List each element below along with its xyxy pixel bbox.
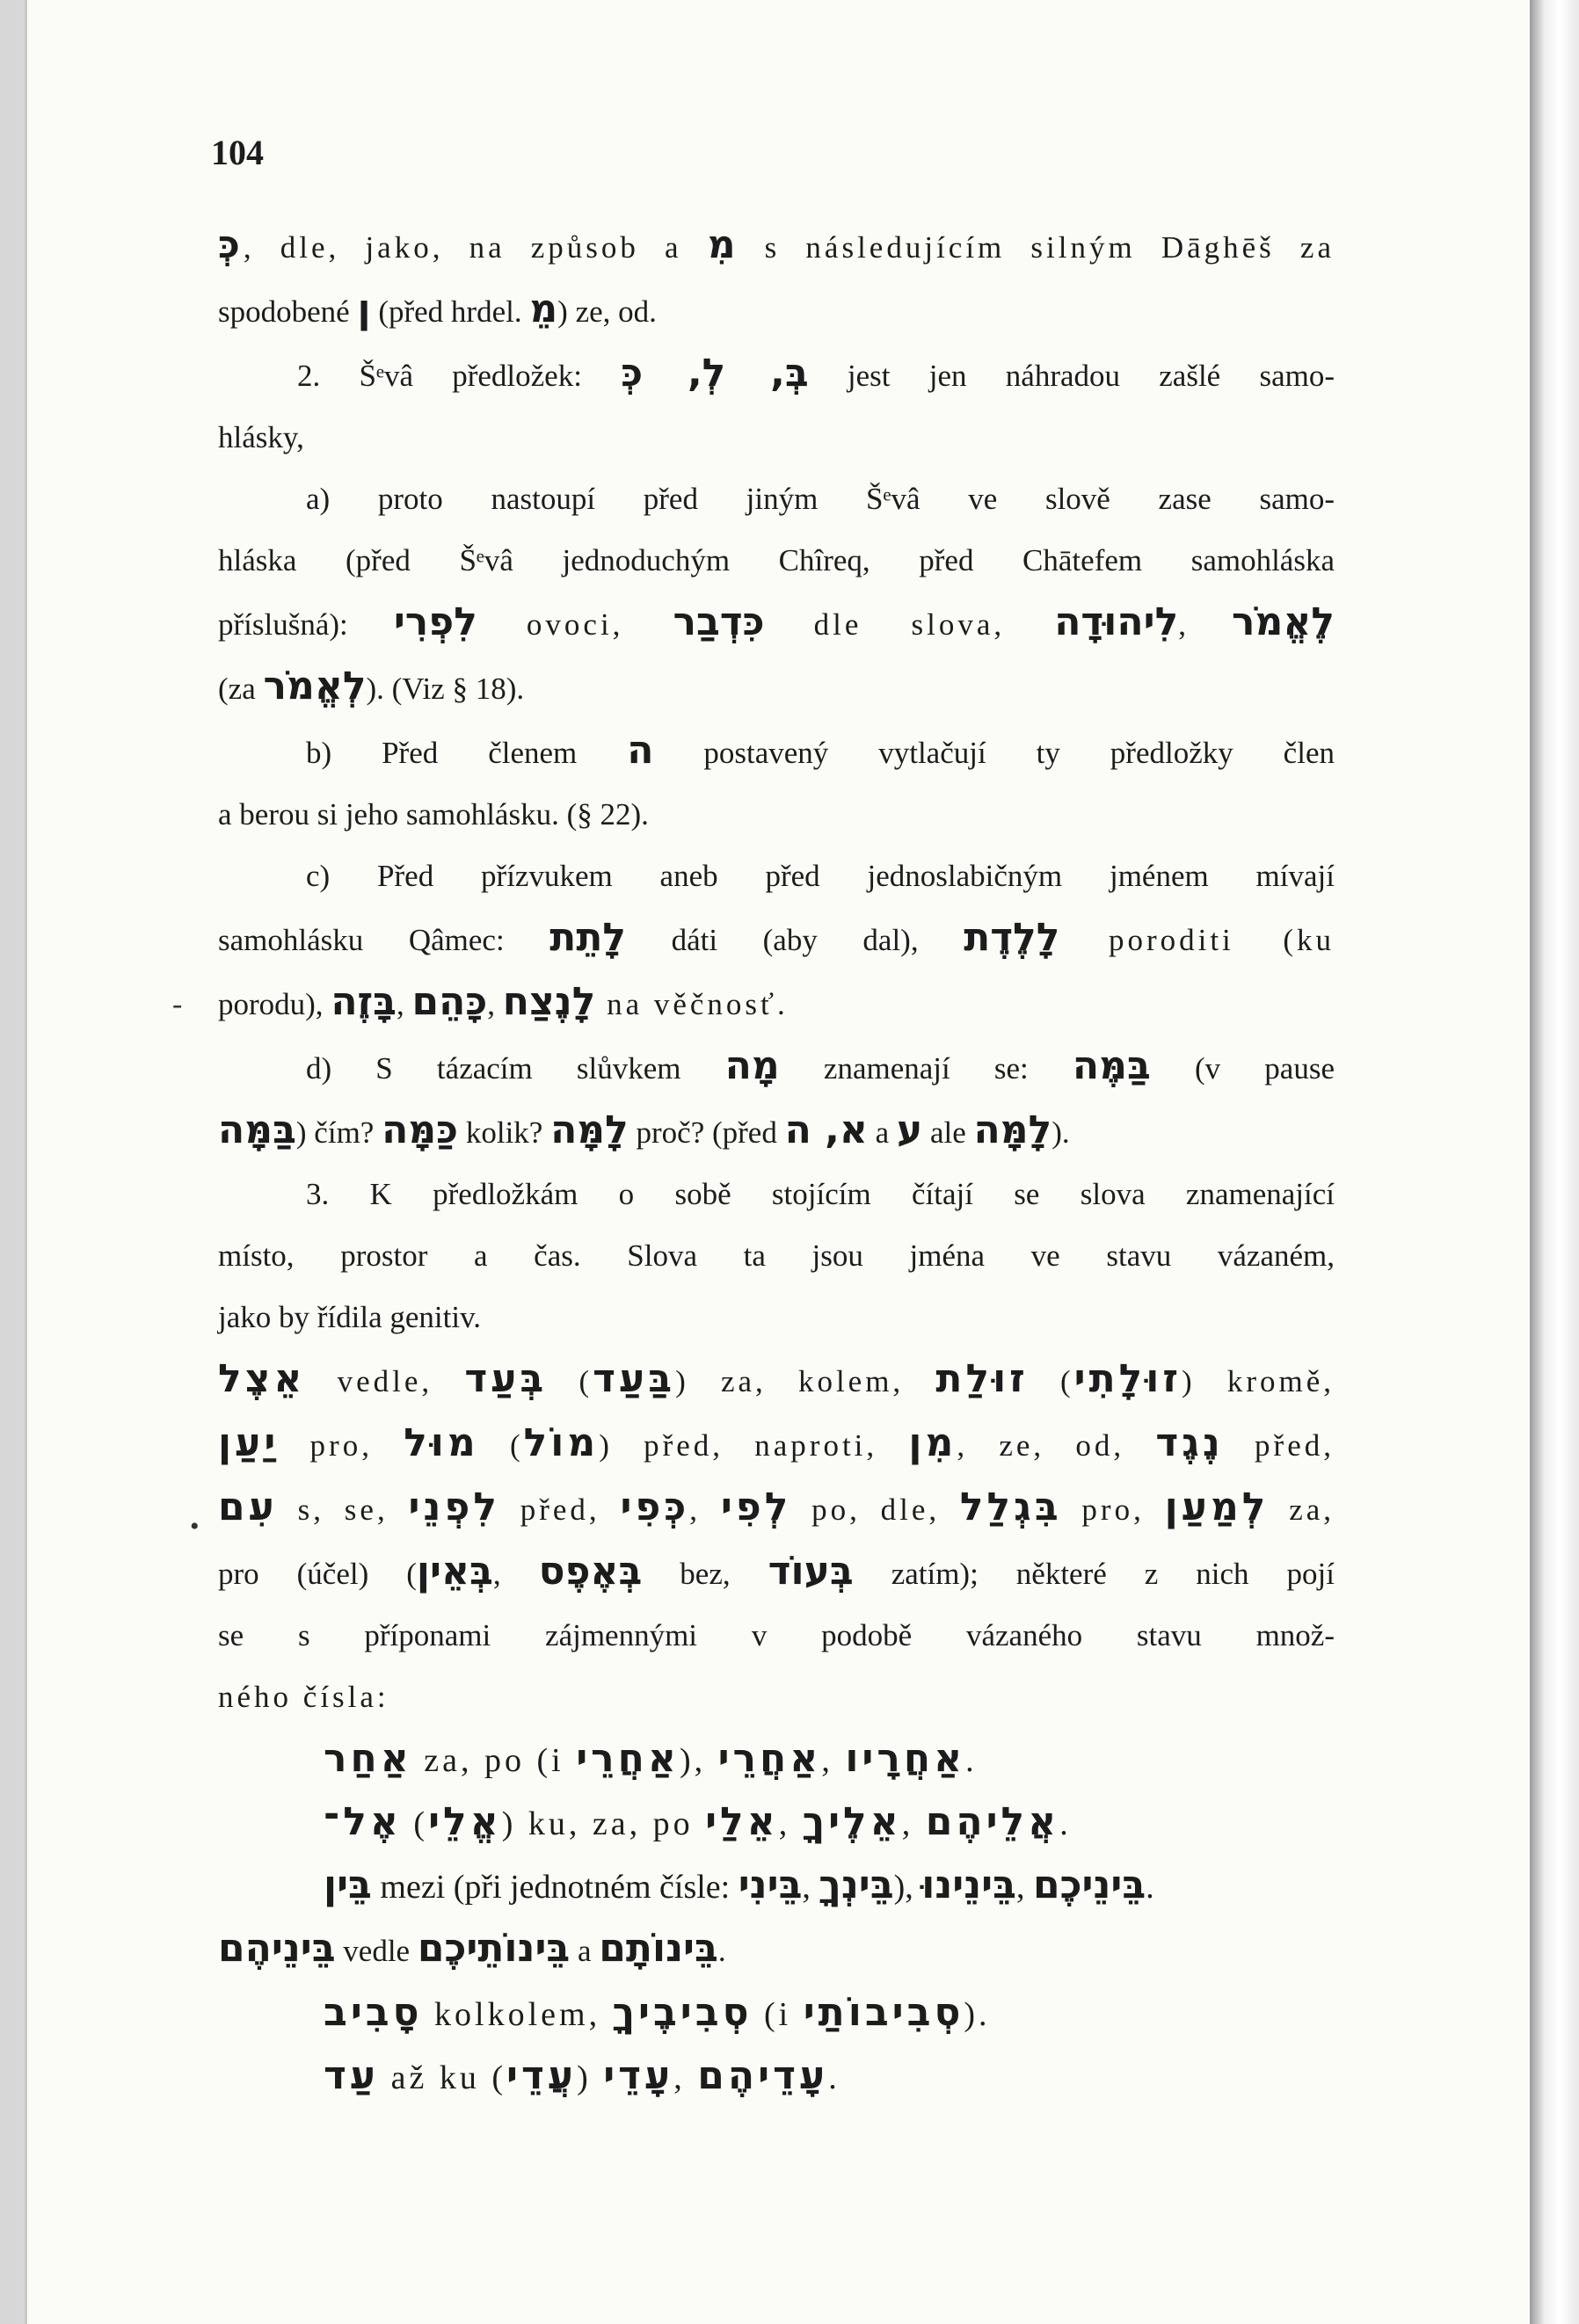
text-line: a berou si jeho samohlásku. (§ 22). — [218, 797, 649, 832]
text-line: יַעַן pro, מוּל (מוֹל) před, naproti, מִן, ze, od, נֶגֶד před, — [218, 1420, 1335, 1465]
text-line: אֶל־ (אֱלֵי) ku, za, po אֵלַי, אֵלֶיךָ, אֲלֵיהֶם. — [324, 1799, 1072, 1844]
text-line: (za לְאֱמֹר). (Viz § 18). — [218, 664, 525, 708]
text-line: עִם s, se, לִפְנֵי před, כְּפִי, לְפִי po, dle, בִּגְלַל pro, לְמַעַן za, — [218, 1485, 1335, 1529]
text-line: samohlásku Qâmec: לָתֵת dáti (aby dal), לָלֶדֶת poroditi (ku — [218, 915, 1335, 960]
text-line: spodobené ן (před hrdel. מֵ) ze, od. — [218, 287, 657, 331]
text-line: בֵּין mezi (při jednotném čísle: בֵּינִי, בֵּינְךָ), בֵּינֵינוּ, בֵּינֵיכֶם. — [324, 1863, 1154, 1907]
text-line: hláska (před Šᵉvâ jednoduchým Chîreq, před Chātefem samohláska — [218, 543, 1335, 577]
text-line: כְּ, dle, jako, na způsob a מִ s následujícím silným Dāghēš za — [218, 222, 1335, 267]
text-line: 2. Šᵉvâ předložek: בְּ, לְ, כְּ jest jen náhradou zašlé samo- — [297, 351, 1335, 396]
text-line: c) Před přízvukem aneb před jednoslabičným jménem mívají — [306, 859, 1335, 893]
text-line: b) Před členem ה postavený vytlačují ty předložky člen — [306, 728, 1335, 773]
text-line: d) S tázacím slůvkem מָה znamenají se: בַּמֶּה (v pause — [306, 1043, 1335, 1088]
text-line: 3. K předložkám o sobě stojícím čítají se slova znamenající — [306, 1177, 1335, 1211]
text-line: סָבִיב kolkolem, סְבִיבֶיךָ (i סְבִיבוֹתַי). — [324, 1990, 991, 2035]
text-line: pro (účel) (בְּאֵין, בְּאֶפֶס bez, בְּעוֹד zatím); některé z nich pojí — [218, 1549, 1335, 1594]
page-text — [218, 214, 1335, 2109]
text-line: בַּמָּה) čím? כַּמָּה kolik? לָמָּה proč? (před א, ה a ע ale לָמָּה). — [218, 1108, 1070, 1152]
text-line: příslušná): לִפְרִי ovoci, כִּדְבַר dle slova, לִיהוּדָה, לֶאֱמֹר — [218, 599, 1335, 644]
text-line: אֵצֶל vedle, בְּעַד (בַּעַד) za, kolem, זוּלַת (זוּלָתִי) kromě, — [218, 1356, 1335, 1401]
text-line: jako by řídila genitiv. — [218, 1300, 482, 1334]
margin-mark: • — [190, 1512, 200, 1541]
text-line: hlásky, — [218, 420, 304, 454]
page-number: 104 — [211, 133, 264, 172]
page-gutter — [1530, 0, 1579, 2324]
text-line: אַחַר za, po (i אַחֲרֵי), אַחֲרֵי, אַחֲרָיו. — [324, 1736, 978, 1781]
text-line: עַד až ku (עֲדֵי) עָדֵי, עָדֵיהֶם. — [324, 2053, 840, 2098]
text-line: místo, prostor a čas. Slova ta jsou jména ve stavu vázaném, — [218, 1238, 1335, 1273]
margin-mark: - — [172, 988, 183, 1020]
text-line: porodu), בָּזֶה, כָּהֵם, לָנֶצַח na věčnosť. — [218, 979, 789, 1024]
text-line: ného čísla: — [218, 1680, 389, 1714]
text-line: se s příponami zájmennými v podobě vázaného stavu množ- — [218, 1618, 1335, 1652]
text-line: a) proto nastoupí před jiným Šᵉvâ ve slově zase samo- — [306, 482, 1335, 516]
text-line: בֵּינֵיהֶם vedle בֵּינוֹתֵיכֶם a בֵּינוֹתָם. — [218, 1926, 726, 1971]
